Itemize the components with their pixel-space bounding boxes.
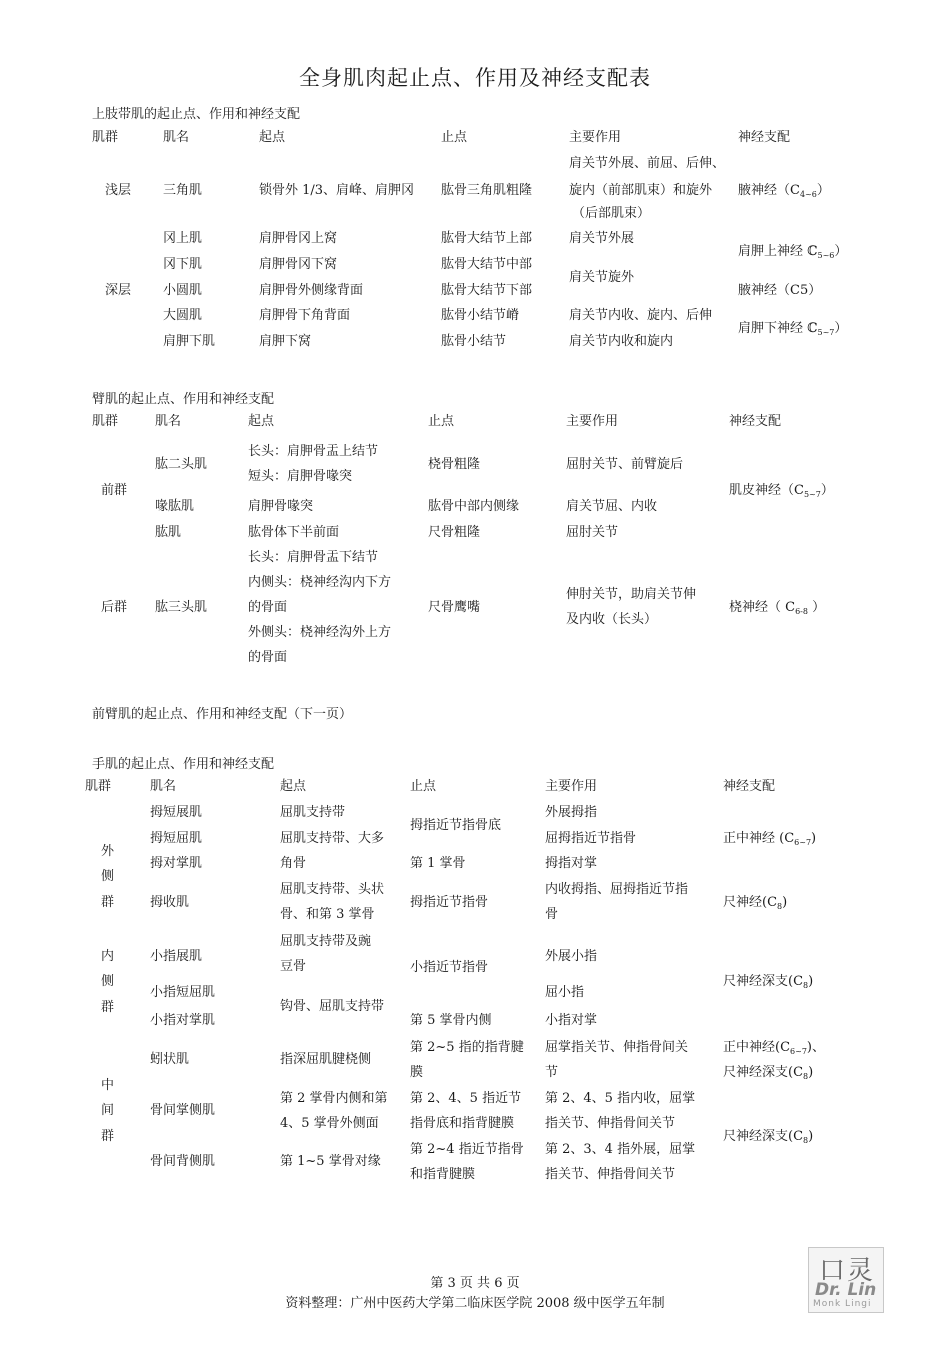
muscle-origin: 肩胛骨喙突 (248, 499, 314, 514)
muscle-action: 屈肘关节、前臂旋后 (566, 457, 684, 472)
header-origin: 起点 (259, 130, 286, 145)
muscle-action: 肩关节内收和旋内 (569, 334, 674, 349)
header-group: 肌群 (85, 779, 112, 794)
header-insertion: 止点 (428, 414, 455, 429)
muscle-action: 指关节、伸指骨间关节 (545, 1167, 676, 1182)
muscle-action: 屈掌指关节、伸指骨间关 (545, 1040, 689, 1055)
muscle-action: 骨 (545, 907, 559, 922)
muscle-origin: 长头：肩胛骨盂下结节 (248, 550, 379, 565)
muscle-action: 肩关节外展、前屈、后伸、 (569, 156, 726, 171)
muscle-origin: 骨、和第 3 掌骨 (280, 907, 375, 922)
muscle-origin: 指深屈肌腱桡侧 (280, 1052, 372, 1067)
muscle-insertion: 肱骨小结节 (441, 334, 507, 349)
muscle-insertion: 肱骨大结节上部 (441, 231, 533, 246)
header-nerve: 神经支配 (729, 414, 782, 429)
muscle-origin: 肩胛下窝 (259, 334, 312, 349)
page-title: 全身肌肉起止点、作用及神经支配表 (299, 66, 651, 90)
group-middle: 群 (101, 1129, 115, 1144)
muscle-action: 肩关节内收、旋内、后伸 (569, 308, 713, 323)
nerve-paren: ） (834, 321, 848, 336)
nerve-text: 桡神经（ C (729, 600, 796, 615)
muscle-name: 拇收肌 (150, 895, 190, 910)
muscle-origin: 外侧头：桡神经沟外上方 (248, 625, 392, 640)
muscle-name: 骨间掌侧肌 (150, 1103, 216, 1118)
muscle-name: 小指对掌肌 (150, 1013, 216, 1028)
muscle-origin: 屈肌支持带 (280, 805, 346, 820)
page-number: 第 3 页 共 6 页 (430, 1276, 520, 1291)
group-anterior: 前群 (101, 483, 128, 498)
nerve (738, 322, 847, 340)
muscle-insertion: 肱骨小结节嵴 (441, 308, 520, 323)
nerve-paren: ) (808, 1129, 814, 1144)
logo-glyph: 口灵 (819, 1256, 876, 1286)
source-credit: 资料整理：广州中医药大学第二临床医学院 2008 级中医学五年制 (285, 1296, 665, 1311)
muscle-name: 骨间背侧肌 (150, 1154, 216, 1169)
muscle-action: 第 2、3、4 指外展，屈掌 (545, 1142, 696, 1157)
muscle-name: 蚓状肌 (150, 1052, 190, 1067)
nerve-segment: 5~6 (817, 251, 835, 260)
muscle-insertion: 肱骨大结节中部 (441, 257, 533, 272)
muscle-name: 喙肱肌 (155, 499, 195, 514)
nerve-paren: ) (808, 1065, 814, 1080)
nerve (723, 1130, 813, 1148)
section-heading-arm: 臂肌的起止点、作用和神经支配 (92, 392, 275, 407)
muscle-name: 三角肌 (163, 183, 203, 198)
nerve-paren: ） (816, 183, 830, 198)
header-action: 主要作用 (566, 414, 619, 429)
muscle-action: 第 2、4、5 指内收，屈掌 (545, 1091, 696, 1106)
muscle-insertion: 肱骨大结节下部 (441, 283, 533, 298)
header-name: 肌名 (163, 130, 190, 145)
nerve-text: 正中神经 (C (723, 831, 795, 846)
header-nerve: 神经支配 (723, 779, 776, 794)
nerve (723, 832, 816, 850)
muscle-action: 肩关节屈、内收 (566, 499, 658, 514)
muscle-insertion: 尺骨粗隆 (428, 525, 481, 540)
group-lateral: 外 (101, 844, 115, 859)
muscle-origin: 内侧头：桡神经沟内下方 (248, 575, 392, 590)
muscle-origin: 4、5 掌骨外侧面 (280, 1116, 379, 1131)
nerve-text: 肩胛下神经 ℂ (738, 321, 818, 336)
nerve-segment: 6~7 (794, 838, 812, 847)
muscle-action: 外展拇指 (545, 805, 598, 820)
nerve-segment: 8 (803, 1136, 809, 1145)
muscle-name: 拇短展肌 (150, 805, 203, 820)
muscle-origin: 肱骨体下半前面 (248, 525, 340, 540)
muscle-origin: 角骨 (280, 856, 307, 871)
nerve-text: 腋神经（C (738, 183, 800, 198)
header-name: 肌名 (150, 779, 177, 794)
muscle-insertion: 拇指近节指骨 (410, 895, 489, 910)
muscle-name: 拇对掌肌 (150, 856, 203, 871)
nerve-segment: 6~7 (790, 1047, 807, 1056)
muscle-action: 屈肘关节 (566, 525, 619, 540)
muscle-action: 肩关节旋外 (569, 270, 635, 285)
muscle-origin: 屈肌支持带、头状 (280, 882, 385, 897)
muscle-insertion: 肱骨三角肌粗隆 (441, 183, 533, 198)
logo-subtext: Monk Lingi (813, 1299, 872, 1309)
section-heading-shoulder: 上肢带肌的起止点、作用和神经支配 (92, 107, 301, 122)
muscle-insertion: 膜 (410, 1065, 424, 1080)
muscle-origin: 第 1~5 掌骨对缘 (280, 1154, 381, 1169)
muscle-origin: 豆骨 (280, 959, 307, 974)
muscle-name: 肩胛下肌 (163, 334, 216, 349)
section-heading-hand: 手肌的起止点、作用和神经支配 (92, 757, 275, 772)
group-lateral: 群 (101, 895, 115, 910)
muscle-insertion: 第 2、4、5 指近节 (410, 1091, 522, 1106)
muscle-origin: 第 2 掌骨内侧和第 (280, 1091, 388, 1106)
nerve (729, 484, 834, 502)
muscle-action: 外展小指 (545, 949, 598, 964)
nerve-paren: ） (807, 600, 826, 615)
nerve (738, 245, 847, 263)
muscle-action: 拇指对掌 (545, 856, 598, 871)
header-insertion: 止点 (410, 779, 437, 794)
muscle-insertion: 尺骨鹰嘴 (428, 600, 481, 615)
nerve-segment: 6-8 (795, 607, 808, 616)
muscle-action: 内收拇指、屈拇指近节指 (545, 882, 689, 897)
logo-text: Dr. Lin (815, 1280, 877, 1300)
header-group: 肌群 (92, 414, 119, 429)
muscle-action: （后部肌束） (572, 206, 651, 221)
muscle-insertion: 第 1 掌骨 (410, 856, 466, 871)
header-origin: 起点 (248, 414, 275, 429)
muscle-origin: 肩胛骨下角背面 (259, 308, 351, 323)
muscle-action: 屈小指 (545, 985, 585, 1000)
muscle-origin: 肩胛骨外侧缘背面 (259, 283, 364, 298)
logo (808, 1247, 884, 1313)
nerve (723, 1066, 813, 1084)
nerve-text: 肌皮神经（C (729, 483, 804, 498)
nerve-text: 尺神经(C (723, 895, 778, 910)
nerve (723, 896, 787, 914)
nerve-text: 肩胛上神经 ℂ (738, 244, 818, 259)
muscle-insertion: 小指近节指骨 (410, 960, 489, 975)
nerve-paren: ） (834, 244, 848, 259)
nerve-paren: )、 (806, 1040, 825, 1055)
group-lateral: 侧 (101, 869, 115, 884)
nerve-text: 正中神经(C (723, 1040, 791, 1055)
nerve-paren: ） (820, 483, 834, 498)
group-medial: 侧 (101, 974, 115, 989)
muscle-origin: 的骨面 (248, 600, 288, 615)
header-name: 肌名 (155, 414, 182, 429)
nerve (738, 184, 830, 202)
muscle-origin: 的骨面 (248, 650, 288, 665)
group-medial: 群 (101, 1000, 115, 1015)
nerve (729, 601, 825, 619)
muscle-insertion: 指骨底和指背腱膜 (410, 1116, 515, 1131)
nerve-paren: ) (811, 831, 817, 846)
muscle-origin: 长头：肩胛骨盂上结节 (248, 444, 379, 459)
group-deep: 深层 (105, 283, 132, 298)
muscle-origin: 肩胛骨冈上窝 (259, 231, 338, 246)
nerve-text: 尺神经深支(C (723, 1065, 804, 1080)
nerve: 腋神经（C5） (738, 283, 822, 298)
muscle-name: 拇短屈肌 (150, 831, 203, 846)
nerve-segment: 8 (803, 1072, 809, 1081)
muscle-action: 旋内（前部肌束）和旋外 (569, 183, 713, 198)
nerve-segment: 8 (777, 902, 783, 911)
muscle-action: 节 (545, 1065, 559, 1080)
muscle-insertion: 第 2~5 指的指背腱 (410, 1040, 524, 1055)
muscle-insertion: 和指背腱膜 (410, 1167, 476, 1182)
header-insertion: 止点 (441, 130, 468, 145)
muscle-name: 冈上肌 (163, 231, 203, 246)
muscle-action: 小指对掌 (545, 1013, 598, 1028)
muscle-origin: 锁骨外 1/3、肩峰、肩胛冈 (259, 183, 415, 198)
muscle-insertion: 肱骨中部内侧缘 (428, 499, 520, 514)
muscle-origin: 肩胛骨冈下窝 (259, 257, 338, 272)
muscle-action: 及内收（长头） (566, 612, 658, 627)
header-action: 主要作用 (569, 130, 622, 145)
muscle-origin: 屈肌支持带及豌 (280, 934, 372, 949)
muscle-action: 伸肘关节，助肩关节伸 (566, 587, 697, 602)
header-nerve: 神经支配 (738, 130, 791, 145)
muscle-insertion: 拇指近节指骨底 (410, 818, 502, 833)
muscle-insertion: 桡骨粗隆 (428, 457, 481, 472)
muscle-insertion: 第 5 掌骨内侧 (410, 1013, 492, 1028)
muscle-name: 小圆肌 (163, 283, 203, 298)
muscle-origin: 短头：肩胛骨喙突 (248, 469, 353, 484)
muscle-action: 屈拇指近节指骨 (545, 831, 637, 846)
muscle-name: 肱肌 (155, 525, 182, 540)
group-superficial: 浅层 (105, 183, 132, 198)
muscle-origin: 钩骨、屈肌支持带 (280, 999, 385, 1014)
muscle-action: 肩关节外展 (569, 231, 635, 246)
muscle-name: 冈下肌 (163, 257, 203, 272)
muscle-origin: 屈肌支持带、大多 (280, 831, 385, 846)
section-heading-forearm: 前臂肌的起止点、作用和神经支配（下一页） (92, 707, 353, 722)
nerve (723, 975, 813, 993)
muscle-name: 小指短屈肌 (150, 985, 216, 1000)
nerve-text: 尺神经深支(C (723, 1129, 804, 1144)
header-origin: 起点 (280, 779, 307, 794)
muscle-action: 指关节、伸指骨间关节 (545, 1116, 676, 1131)
nerve-paren: ) (782, 895, 788, 910)
nerve (723, 1041, 825, 1059)
nerve-paren: ) (808, 974, 814, 989)
group-posterior: 后群 (101, 600, 128, 615)
nerve-segment: 4~6 (799, 190, 817, 199)
muscle-name: 肱二头肌 (155, 457, 208, 472)
muscle-name: 小指展肌 (150, 949, 203, 964)
header-action: 主要作用 (545, 779, 598, 794)
nerve-segment: 5~7 (817, 328, 835, 337)
muscle-name: 肱三头肌 (155, 600, 208, 615)
muscle-name: 大圆肌 (163, 308, 203, 323)
header-group: 肌群 (92, 130, 119, 145)
nerve-text: 尺神经深支(C (723, 974, 804, 989)
muscle-insertion: 第 2~4 指近节指骨 (410, 1142, 524, 1157)
group-middle: 中 (101, 1078, 115, 1093)
group-medial: 内 (101, 949, 115, 964)
nerve-segment: 8 (803, 981, 809, 990)
nerve-segment: 5~7 (803, 490, 821, 499)
group-middle: 间 (101, 1103, 115, 1118)
